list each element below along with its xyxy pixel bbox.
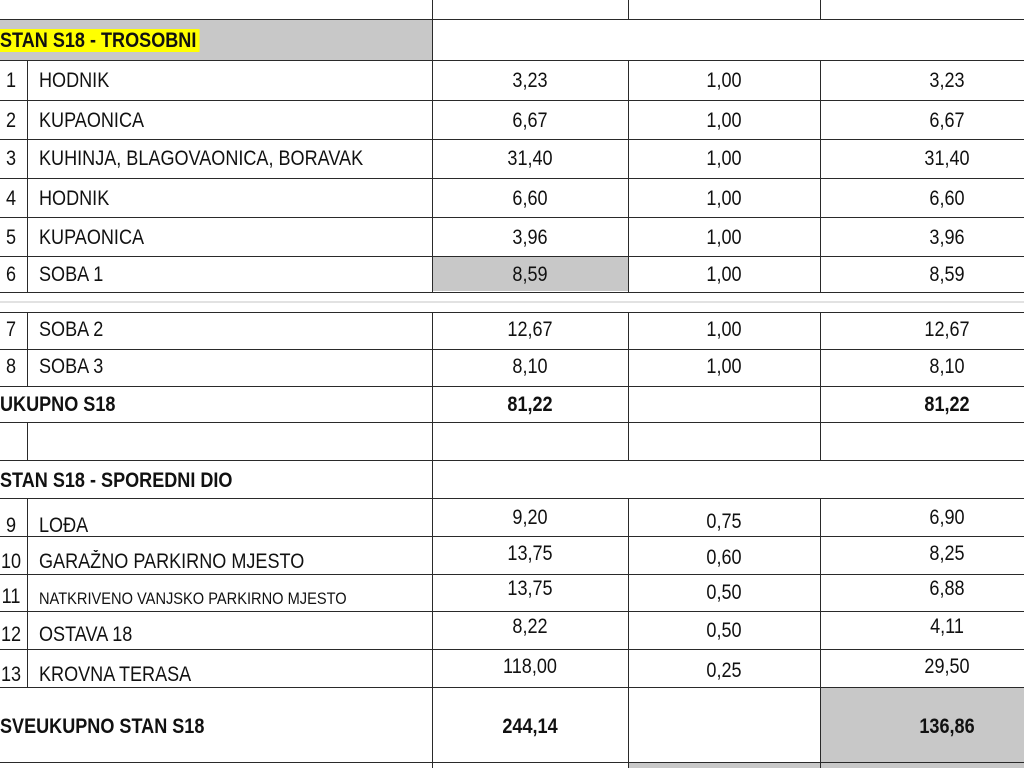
section-title-text: STAN S18 - TROSOBNI [0, 29, 200, 52]
net-area-value: 6,60 [929, 187, 965, 210]
net-area-value: 6,88 [929, 577, 965, 600]
coefficient-value: 0,75 [706, 510, 742, 533]
row-divider [0, 460, 1024, 461]
area-value: 8,22 [512, 615, 548, 638]
net-area-value: 12,67 [924, 318, 970, 341]
column-divider [27, 498, 28, 687]
section-title [0, 30, 200, 51]
column-divider [432, 0, 433, 19]
grand-total-area: 244,14 [502, 715, 558, 738]
page-break-line [0, 301, 1024, 303]
row-divider [0, 139, 1024, 140]
column-divider [628, 0, 629, 19]
net-area-value: 6,90 [929, 506, 965, 529]
net-area-value: 29,50 [924, 655, 970, 678]
column-divider [820, 60, 821, 292]
row-number: 8 [5, 355, 17, 378]
column-divider [628, 386, 629, 460]
coefficient-value: 1,00 [706, 318, 742, 341]
section-title: STAN S18 - SPOREDNI DIO [0, 469, 233, 492]
column-divider [27, 60, 28, 292]
row-number: 1 [5, 69, 17, 92]
room-name: GARAŽNO PARKIRNO MJESTO [39, 550, 305, 573]
row-divider [0, 349, 1024, 350]
coefficient-value: 1,00 [706, 109, 742, 132]
row-divider [0, 762, 1024, 763]
row-divider [0, 687, 1024, 688]
row-divider [0, 292, 1024, 293]
grand-total-net: 136,86 [919, 715, 975, 738]
row-divider [0, 386, 1024, 387]
column-divider [27, 312, 28, 386]
column-divider [27, 422, 28, 460]
area-value: 12,67 [507, 318, 553, 341]
column-divider [820, 386, 821, 460]
row-divider [0, 178, 1024, 179]
coefficient-value: 1,00 [706, 147, 742, 170]
net-area-value: 4,11 [930, 615, 964, 638]
coefficient-value: 0,60 [706, 546, 742, 569]
column-divider [628, 498, 629, 768]
room-name: SOBA 3 [39, 355, 104, 378]
room-name: LOĐA [39, 514, 89, 537]
row-number: 2 [5, 109, 17, 132]
room-name: SOBA 1 [39, 263, 104, 286]
room-name: KUPAONICA [39, 226, 145, 249]
row-divider [0, 100, 1024, 101]
coefficient-value: 1,00 [706, 355, 742, 378]
row-divider [0, 217, 1024, 218]
row-number: 12 [0, 623, 22, 646]
column-divider [432, 60, 433, 292]
row-number: 5 [5, 226, 17, 249]
room-name: NATKRIVENO VANJSKO PARKIRNO MJESTO [39, 589, 347, 608]
coefficient-value: 0,50 [706, 581, 742, 604]
column-divider [820, 312, 821, 386]
row-divider [0, 19, 1024, 20]
room-name: HODNIK [39, 69, 110, 92]
row-divider [0, 256, 1024, 257]
coefficient-value: 0,50 [706, 619, 742, 642]
area-value: 8,10 [512, 355, 548, 378]
row-divider [0, 312, 1024, 313]
area-value: 6,67 [512, 109, 548, 132]
area-value: 9,20 [512, 506, 548, 529]
row-number: 10 [0, 550, 22, 573]
row-number: 4 [5, 187, 17, 210]
row-number: 3 [5, 147, 17, 170]
net-area-value: 31,40 [924, 147, 970, 170]
area-value: 13,75 [507, 542, 553, 565]
net-area-value: 8,25 [929, 542, 965, 565]
row-divider [0, 536, 1024, 537]
area-value: 3,96 [512, 226, 548, 249]
coefficient-value: 1,00 [706, 187, 742, 210]
column-divider [628, 60, 629, 292]
row-divider [0, 60, 1024, 61]
subtotal-area: 81,22 [507, 393, 553, 416]
subtotal-label: UKUPNO S18 [0, 393, 116, 416]
row-divider [0, 611, 1024, 612]
room-name: OSTAVA 18 [39, 623, 133, 646]
room-name: HODNIK [39, 187, 110, 210]
coefficient-value: 0,25 [706, 659, 742, 682]
column-divider [432, 386, 433, 460]
subtotal-net: 81,22 [924, 393, 970, 416]
column-divider [432, 19, 433, 60]
column-divider [820, 498, 821, 768]
row-divider [0, 649, 1024, 650]
row-divider [0, 498, 1024, 499]
row-number: 9 [5, 514, 17, 537]
area-value: 13,75 [507, 577, 553, 600]
net-area-value: 8,59 [929, 263, 965, 286]
column-divider [432, 312, 433, 386]
net-area-value: 3,23 [929, 69, 965, 92]
coefficient-value: 1,00 [706, 263, 742, 286]
column-divider [628, 312, 629, 386]
row-number: 13 [0, 663, 22, 686]
area-value: 6,60 [512, 187, 548, 210]
room-name: KUHINJA, BLAGOVAONICA, BORAVAK [39, 147, 364, 170]
column-divider [820, 0, 821, 19]
column-divider [432, 498, 433, 768]
area-value: 3,23 [512, 69, 548, 92]
grand-total-label: SVEUKUPNO STAN S18 [0, 715, 205, 738]
row-number: 11 [1, 585, 21, 608]
column-divider [432, 460, 433, 498]
net-area-value: 8,10 [929, 355, 965, 378]
row-divider [0, 574, 1024, 575]
coefficient-value: 1,00 [706, 226, 742, 249]
net-area-value: 3,96 [929, 226, 965, 249]
row-number: 6 [5, 263, 17, 286]
area-value: 8,59 [512, 263, 548, 286]
room-name: SOBA 2 [39, 318, 104, 341]
coefficient-value: 1,00 [706, 69, 742, 92]
room-name: KUPAONICA [39, 109, 145, 132]
room-name: KROVNA TERASA [39, 663, 192, 686]
row-divider [0, 422, 1024, 423]
area-value: 31,40 [507, 147, 553, 170]
area-value: 118,00 [503, 655, 557, 678]
net-area-value: 6,67 [929, 109, 965, 132]
row-number: 7 [5, 318, 17, 341]
